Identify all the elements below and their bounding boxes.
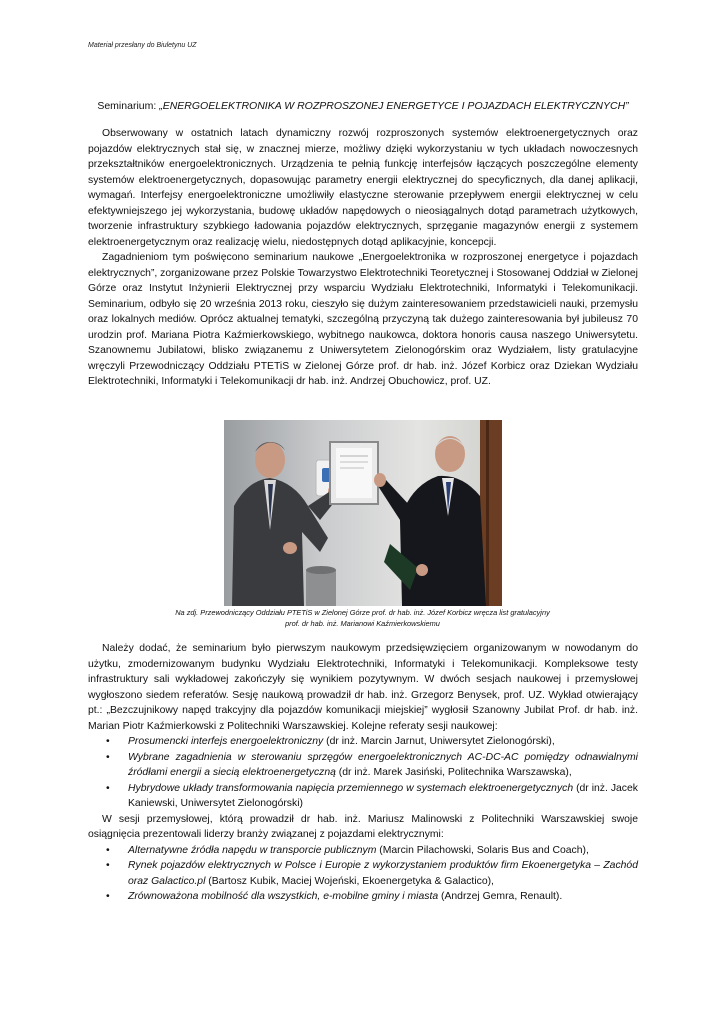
talk-authors: (Marcin Pilachowski, Solaris Bus and Coach), [376, 844, 589, 856]
industry-paragraph: W sesji przemysłowej, którą prowadził dr hab. inż. Mariusz Malinowski z Politechniki Warszawskiej swoje osiągnięcia prezentowali liderzy branży związanej z pojazdami elektrycznymi: [88, 813, 638, 840]
talk-title: Alternatywne źródła napędu w transporcie publicznym [128, 844, 377, 856]
talk-title: Zrównoważona mobilność dla wszystkich, e-mobilne gminy i miasta [128, 891, 439, 902]
title-name: „ENERGOELEKTRONIKA W ROZPROSZONEJ ENERGETYCE I POJAZDACH ELEKTRYCZNYCH” [159, 100, 629, 112]
page-title [88, 100, 638, 112]
bullet-icon: • [106, 860, 110, 871]
scientific-session-list [88, 734, 638, 812]
talk-authors: (dr inż. Marcin Jarnut, Uniwersytet Zielonogórski), [323, 736, 555, 747]
talk-title: Prosumencki interfejs energoelektroniczny [128, 736, 324, 747]
bullet-icon: • [106, 891, 110, 902]
list-item [88, 750, 638, 781]
list-item [88, 889, 638, 905]
photo-caption [110, 607, 615, 629]
bullet-icon: • [106, 751, 110, 763]
talk-title: Wybrane zagadnienia w sterowaniu sprzęgów energoelektronicznych AC-DC-AC pomiędzy odnawialnymi źródłami energii a siecią elektroenergetyczną [128, 751, 638, 778]
caption-line-1: Na zdj. Przewodniczący Oddziału PTETiS w Zielonej Górze prof. dr hab. inż. Józef Korbicz wręcza list gratulacyjny [175, 608, 550, 617]
talk-authors: (dr inż. Marek Jasiński, Politechnika Warszawska), [335, 767, 572, 778]
intro-section [88, 126, 638, 390]
caption-line-2: prof. dr hab. inż. Marianowi Kaźmierkowskiemu [285, 619, 440, 628]
ceremony-photo [224, 420, 502, 606]
session-section [88, 641, 638, 905]
talk-authors: (Andrzej Gemra, Renault). [438, 891, 563, 902]
list-item [88, 734, 638, 750]
title-prefix: Seminarium: [97, 100, 160, 112]
talk-title: Rynek pojazdów elektrycznych w Polsce i Europie z wykorzystaniem produktów firm Ekoenergetyka – Zachód oraz Galactico.pl [128, 860, 638, 887]
talk-authors: (dr inż. Jacek Kaniewski, Uniwersytet Zielonogórski) [128, 782, 638, 809]
bullet-icon: • [106, 736, 110, 747]
header-note: Materiał przesłany do Biuletynu UZ [88, 42, 197, 49]
industry-session-list [88, 843, 638, 905]
bullet-icon: • [106, 782, 110, 794]
intro-paragraph-1: Obserwowany w ostatnich latach dynamiczny rozwój rozproszonych systemów elektroenergetycznych oraz pojazdów elektrycznych stał się, w znacznej mierze, możliwy dzięki wykorzystaniu w tych układach nowoczesnych przekształtników energoelektronicznych. Urządzenia te pełnią funkcję interfejsów łączących poszczególne elementy systemów elektroenergetycznych, dopasowując parametry energii elektrycznej do specyficznych, dla danej aplikacji, wymagań. Interfejsy energoelektroniczne umożliwiły elastyczne sterowanie przepływem energii elektrycznej w celu efektywniejszego jej wykorzystania, budowę układów napędowych o nieosiągalnych dotąd parametrach użytkowych, tworzenie infrastruktury szybkiego ładowania pojazdów elektrycznych, sprzęganie magazynów energii z systemem elektroenergetycznym oraz realizację wielu, niedostępnych dotąd aplikacyjnie, koncepcji. [88, 128, 638, 248]
intro-paragraph-2: Zagadnieniom tym poświęcono seminarium naukowe „Energoelektronika w rozproszonej energetyce i pojazdach elektrycznych”, zorganizowane przez Polskie Towarzystwo Elektrotechniki Teoretycznej i Stosowanej Oddział w Zielonej Górze oraz Instytut Inżynierii Elektrycznej przy wsparciu Wydziału Elektrotechniki, Informatyki i Telekomunikacji. Seminarium, odbyło się 20 września 2013 roku, cieszyło się dużym zainteresowaniem przedstawicieli nauki, przemysłu oraz lokalnych mediów. Oprócz aktualnej tematyki, szczególną przyczyną tak dużego zainteresowania był jubileusz 70 urodzin prof. Mariana Piotra Kaźmierkowskiego, wybitnego naukowca, doktora honoris causa naszego Uniwersytetu. Szanownemu Jubilatowi, blisko związanemu z Uniwersytetem Zielonogórskim oraz Wydziałem, listy gratulacyjne wręczyli Przewodniczący Oddziału PTETiS w Zielonej Górze prof. dr hab. inż. Józef Korbicz oraz Dziekan Wydziału Elektrotechniki, Informatyki i Telekomunikacji dr hab. inż. Andrzej Obuchowicz, prof. UZ. [88, 252, 638, 387]
bullet-icon: • [106, 844, 110, 856]
list-item [88, 781, 638, 812]
talk-authors: (Bartosz Kubik, Maciej Wojeński, Ekoenergetyka & Galactico), [205, 875, 494, 887]
list-item [88, 858, 638, 889]
list-item [88, 843, 638, 859]
body-paragraph: Należy dodać, że seminarium było pierwszym naukowym przedsięwzięciem organizowanym w nowodanym do użytku, zmodernizowanym budynku Wydziału Elektrotechniki, Informatyki i Telekomunikacji. Kompleksowe testy infrastruktury sali wykładowej zakończyły się wynikiem pozytywnym. W dwóch sesjach naukowej i przemysłowej wygłoszono siedem referatów. Sesję naukową prowadził dr hab. inż. Grzegorz Benysek, prof. UZ. Wykład otwierający pt.: „Bezczujnikowy napęd trakcyjny dla pojazdów komunikacji miejskiej” wygłosił Szanowny Jubilat Prof. dr hab. inż. Marian Piotr Kaźmierkowski z Politechniki Warszawskiej. Kolejne referaty sesji naukowej: [88, 643, 638, 732]
talk-title: Hybrydowe układy transformowania napięcia przemiennego w systemach elektroenergetycznych [128, 782, 574, 794]
